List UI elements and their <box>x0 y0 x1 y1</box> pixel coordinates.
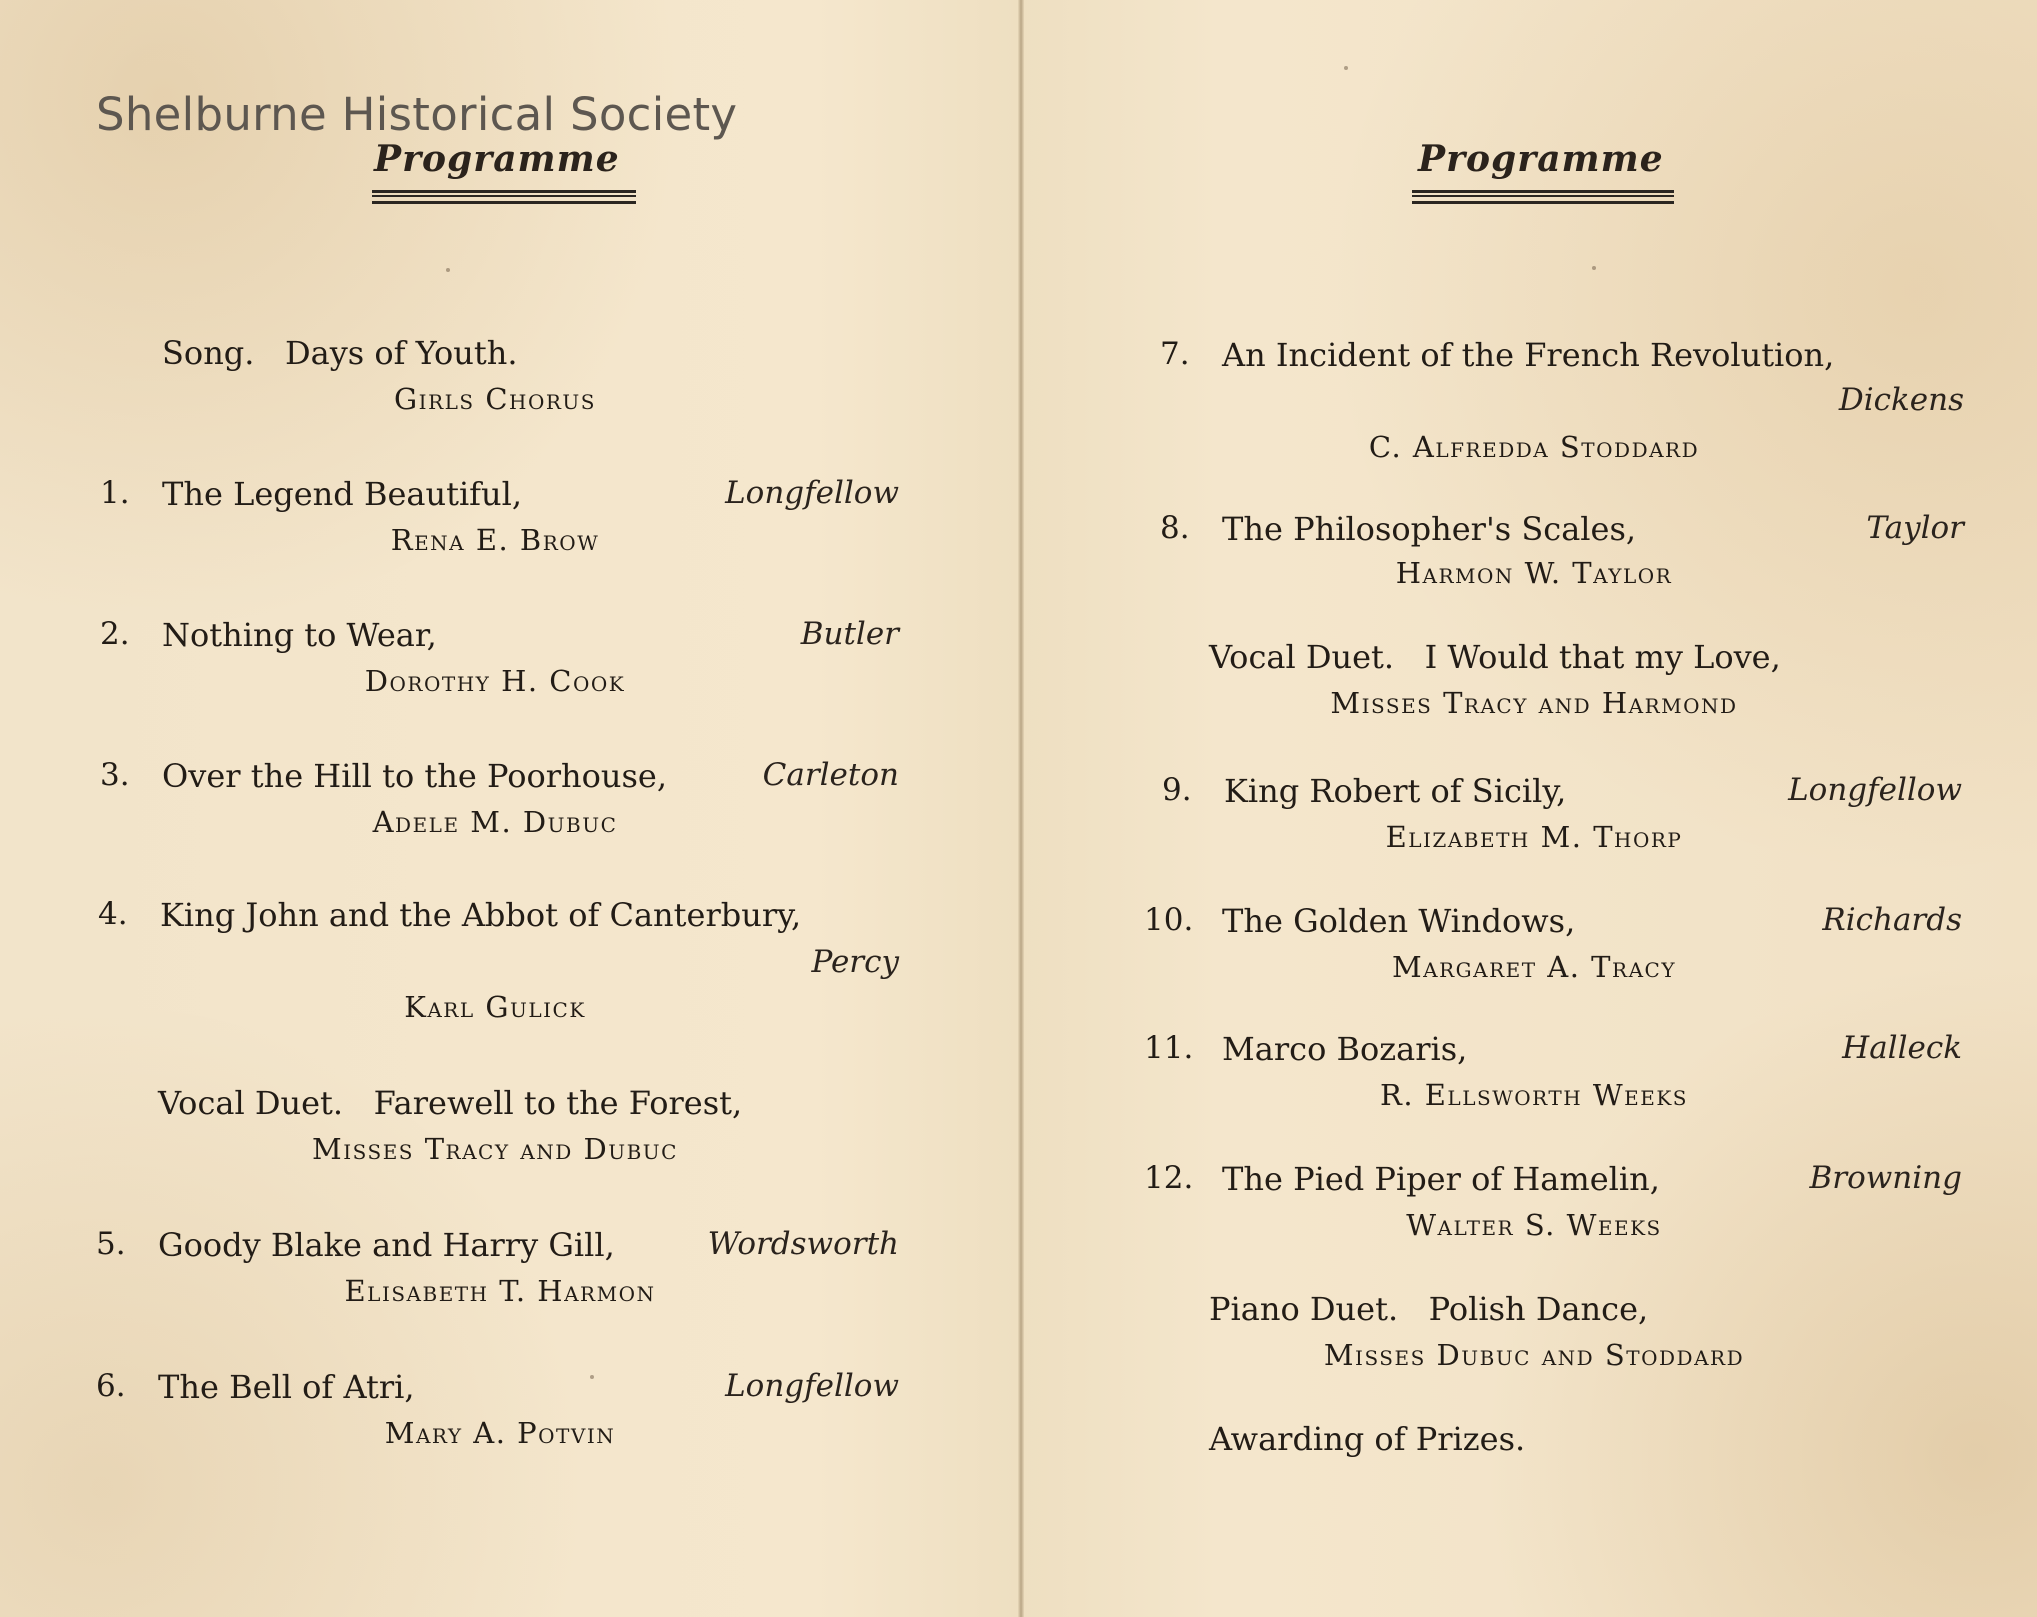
program-number: 7. <box>1160 336 1190 372</box>
program-number: 1. <box>100 475 130 511</box>
program-performer: Adele M. Dubuc <box>372 805 618 839</box>
program-author: Percy <box>811 944 899 980</box>
program-author: Wordsworth <box>707 1226 899 1262</box>
program-author: Longfellow <box>725 1368 899 1404</box>
left-page <box>0 0 1018 1617</box>
paper-speck <box>1592 266 1596 270</box>
program-number: 8. <box>1160 510 1190 546</box>
program-title: An Incident of the French Revolution, <box>1222 336 1835 374</box>
program-performer: Rena E. Brow <box>390 523 600 557</box>
program-title: Nothing to Wear, <box>162 616 437 654</box>
program-number: 12. <box>1144 1160 1194 1196</box>
program-performer: Walter S. Weeks <box>1406 1208 1662 1242</box>
program-author: Longfellow <box>725 475 899 511</box>
program-number: 9. <box>1162 772 1192 808</box>
program-author: Butler <box>800 616 899 652</box>
program-performer: Mary A. Potvin <box>384 1416 616 1450</box>
program-author: Richards <box>1822 902 1962 938</box>
paper-speck <box>446 268 450 272</box>
program-title: Song. Days of Youth. <box>162 334 518 372</box>
program-title: Awarding of Prizes. <box>1209 1420 1526 1458</box>
program-number: 4. <box>98 896 128 932</box>
program-title: The Golden Windows, <box>1222 902 1576 940</box>
program-performer: Elisabeth T. Harmon <box>344 1274 656 1308</box>
program-performer: Misses Tracy and Harmond <box>1330 686 1738 720</box>
program-number: 6. <box>96 1368 126 1404</box>
program-performer: R. Ellsworth Weeks <box>1379 1078 1688 1112</box>
program-performer: Misses Tracy and Dubuc <box>312 1132 678 1166</box>
program-performer: Misses Dubuc and Stoddard <box>1323 1338 1745 1372</box>
program-number: 2. <box>100 616 130 652</box>
program-title: Marco Bozaris, <box>1222 1030 1468 1068</box>
program-author: Longfellow <box>1788 772 1962 808</box>
program-title: Vocal Duet. I Would that my Love, <box>1209 638 1781 676</box>
program-number: 11. <box>1144 1030 1194 1066</box>
watermark-text: Shelburne Historical Society <box>96 88 738 141</box>
program-performer: Girls Chorus <box>394 382 596 416</box>
program-title: The Legend Beautiful, <box>162 475 523 513</box>
program-performer: Dorothy H. Cook <box>364 664 626 698</box>
program-title: Goody Blake and Harry Gill, <box>158 1226 615 1264</box>
program-title: King Robert of Sicily, <box>1224 772 1567 810</box>
program-title: Over the Hill to the Poorhouse, <box>162 757 668 795</box>
program-performer: Harmon W. Taylor <box>1395 556 1673 590</box>
program-performer: Margaret A. Tracy <box>1391 950 1677 984</box>
paper-speck <box>1344 66 1348 70</box>
program-performer: Karl Gulick <box>404 990 586 1024</box>
program-author: Browning <box>1809 1160 1962 1196</box>
program-number: 3. <box>100 757 130 793</box>
program-title: The Philosopher's Scales, <box>1222 510 1637 548</box>
program-title: The Pied Piper of Hamelin, <box>1222 1160 1660 1198</box>
program-author: Taylor <box>1866 510 1964 546</box>
right-page <box>1024 0 2037 1617</box>
left-heading: Programme <box>374 138 620 180</box>
program-author: Halleck <box>1842 1030 1962 1066</box>
program-performer: Elizabeth M. Thorp <box>1385 820 1683 854</box>
program-performer: C. Alfredda Stoddard <box>1368 430 1700 464</box>
program-title: King John and the Abbot of Canterbury, <box>160 896 802 934</box>
program-author: Carleton <box>762 757 899 793</box>
program-number: 5. <box>96 1226 126 1262</box>
paper-speck <box>590 1375 594 1379</box>
program-number: 10. <box>1144 902 1194 938</box>
right-heading-rule <box>1412 190 1674 204</box>
program-title: Vocal Duet. Farewell to the Forest, <box>158 1084 743 1122</box>
left-heading-rule <box>372 190 636 204</box>
program-title: The Bell of Atri, <box>158 1368 415 1406</box>
program-author: Dickens <box>1838 382 1964 418</box>
right-heading: Programme <box>1418 138 1664 180</box>
program-title: Piano Duet. Polish Dance, <box>1209 1290 1649 1328</box>
